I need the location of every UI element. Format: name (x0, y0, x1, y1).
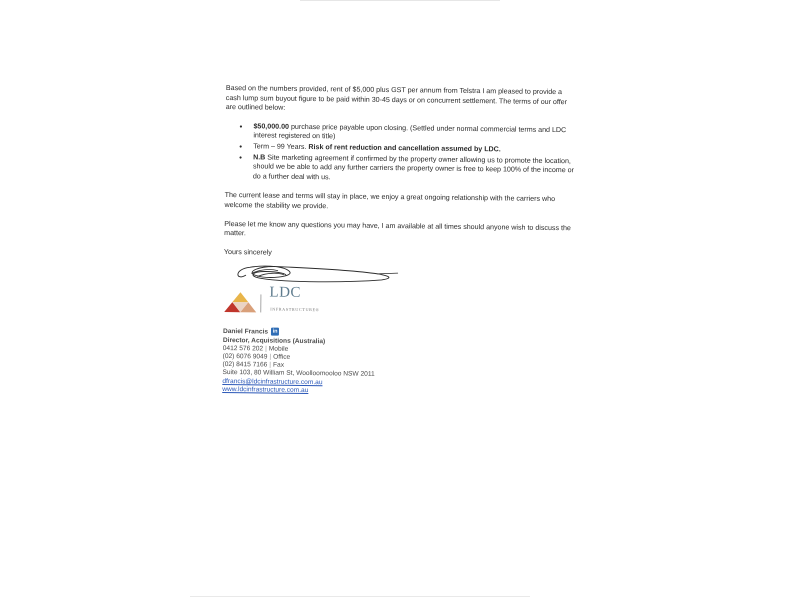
lease-paragraph: The current lease and terms will stay in place, we enjoy a great ongoing relationship with the carriers who welcome the stability we provide. (224, 191, 556, 211)
separator: | (269, 361, 272, 369)
phone-type: Fax (272, 361, 285, 369)
letter-body (222, 84, 576, 398)
separator: | (269, 353, 272, 361)
signature-icon (227, 259, 402, 291)
price-terms: purchase price payable upon closing. (Settled under normal commercial terms and LDC interest registered on title) (253, 122, 567, 141)
signatory-title: Director, Acquisitions (Australia) (222, 336, 326, 345)
company-logo (223, 284, 573, 321)
separator: | (265, 345, 267, 353)
phone-number: 0412 576 202 (222, 344, 264, 353)
intro-paragraph: Based on the numbers provided, rent of $5,000 plus GST per annum from Telstra I am pleased to provide a cash lump sum buyout figure to be paid within 30-45 days or on concurrent settlement. The terms of our offer are outlined below: (225, 84, 568, 112)
ldc-triangle-logo-icon (223, 291, 257, 313)
phone-number: (02) 8415 7166 (222, 361, 268, 369)
phone-number: (02) 6076 9049 (222, 352, 268, 361)
closing-salutation: Yours sincerely (223, 247, 272, 257)
website-link[interactable]: www.ldcinfrastructure.com.au (222, 385, 309, 394)
linkedin-icon[interactable]: in (272, 328, 278, 335)
nb-label: N.B (253, 152, 266, 162)
phone-type: Mobile (268, 345, 289, 353)
risk-statement: Risk of rent reduction and cancellation assumed by LDC. (308, 142, 501, 154)
phone-type: Office (273, 353, 291, 361)
offer-terms-list (225, 122, 576, 186)
logo-divider (260, 295, 261, 313)
logo-subtitle: INFRASTRUCTURE® (270, 306, 320, 313)
questions-paragraph: Please let me know any questions you may have, I am available at all times should anyone wish to discuss the matter. (224, 219, 571, 238)
scan-edge-bottom (190, 596, 530, 597)
email-link[interactable]: dfrancis@ldcinfrastructure.com.au (222, 377, 323, 386)
email-signature-block (222, 327, 573, 398)
list-item (225, 153, 575, 186)
price-amount: $50,000.00 (253, 122, 290, 131)
office-address: Suite 103, 80 William St, Woolloomooloo NSW 2011 (222, 369, 375, 379)
signatory-name: Daniel Francis (222, 328, 269, 336)
scan-edge-top (300, 0, 500, 1)
marketing-agreement-text: Site marketing agreement if confirmed by the property owner allowing us to promote the location, should we be able to add any further carriers the property owner is free to keep 100% of the income or do a further deal with us. (252, 153, 575, 182)
logo-wordmark: LDC (269, 284, 302, 302)
term-length: Term – 99 Years. (253, 142, 309, 151)
